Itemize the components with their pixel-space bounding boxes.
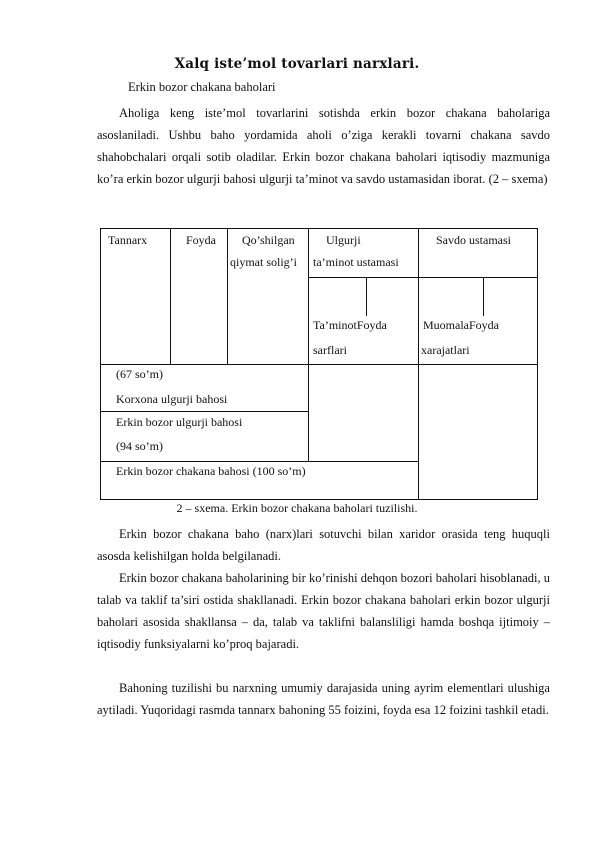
scheme-col-qqs-line1: Qo’shilgan (242, 233, 295, 247)
paragraph-3: Erkin bozor chakana baholarining bir ko’rinishi dehqon bozori baholari hisoblanadi, u talab va taklif ta’siri ostida shakllanadi. Erkin bozor chakana baholari erkin bozor ulgurji baholari asosida shakllansa – da, talab va taklifni balansliligi hamda boshqa ijtimoiy – iqtisodiy funksiyalarni ko’proq bajaradi. (97, 571, 550, 651)
scheme-col-savdo: Savdo ustamasi (436, 233, 511, 247)
document-title: Xalq iste’mol tovarlari narxlari. (174, 56, 420, 72)
paragraph-4: Bahoning tuzilishi bu narxning umumiy darajasida uning ayrim elementlari ulushiga aytiladi. Yuqoridagi rasmda tannarx bahoning 55 foizini, foyda esa 12 foizini tashkil etadi. (97, 681, 550, 717)
scheme-sub-savdo-line1: MuomalaFoyda (423, 318, 499, 332)
scheme-row-korxona: Korxona ulgurji bahosi (116, 392, 228, 406)
scheme-row-67: (67 so’m) (116, 367, 163, 381)
scheme-sub-savdo-line2: xarajatlari (421, 343, 470, 357)
scheme-sub-taminot-line1: Ta’minotFoyda (313, 318, 387, 332)
paragraph-2: Erkin bozor chakana baho (narx)lari sotuvchi bilan xaridor orasida teng huquqli asosda kelishilgan holda belgilanadi. (97, 527, 550, 563)
scheme-sub-taminot-line2: sarflari (313, 343, 347, 357)
scheme-row-erkin-ulgurji: Erkin bozor ulgurji bahosi (116, 415, 243, 429)
scheme-row-chakana: Erkin bozor chakana bahosi (100 so’m) (116, 464, 306, 478)
price-structure-scheme (100, 228, 538, 500)
scheme-caption: 2 – sxema. Erkin bozor chakana baholari tuzilishi. (176, 501, 418, 515)
scheme-col-foyda: Foyda (186, 233, 216, 247)
section-subtitle: Erkin bozor chakana baholari (128, 80, 276, 94)
scheme-col-tannarx: Tannarx (108, 233, 148, 247)
paragraph-intro: Aholiga keng iste’mol tovarlarini sotishda erkin bozor chakana baholariga asoslaniladi. Ushbu baho yordamida aholi o’ziga kerakli tovarni chakana savdo shahobchalari orqali sotib oladilar. Erkin bozor chakana baholari iqtisodiy mazmuniga ko’ra erkin bozor ulgurji bahosi ulgurji ta’minot va savdo ustamasidan iborat. (2 – sxema) (97, 106, 550, 186)
scheme-row-94: (94 so’m) (116, 439, 163, 453)
scheme-col-ulgurji-line2: ta’minot ustamasi (313, 255, 399, 269)
scheme-col-ulgurji-line1: Ulgurji (326, 233, 361, 247)
scheme-col-qqs-line2: qiymat solig’i (230, 255, 297, 269)
